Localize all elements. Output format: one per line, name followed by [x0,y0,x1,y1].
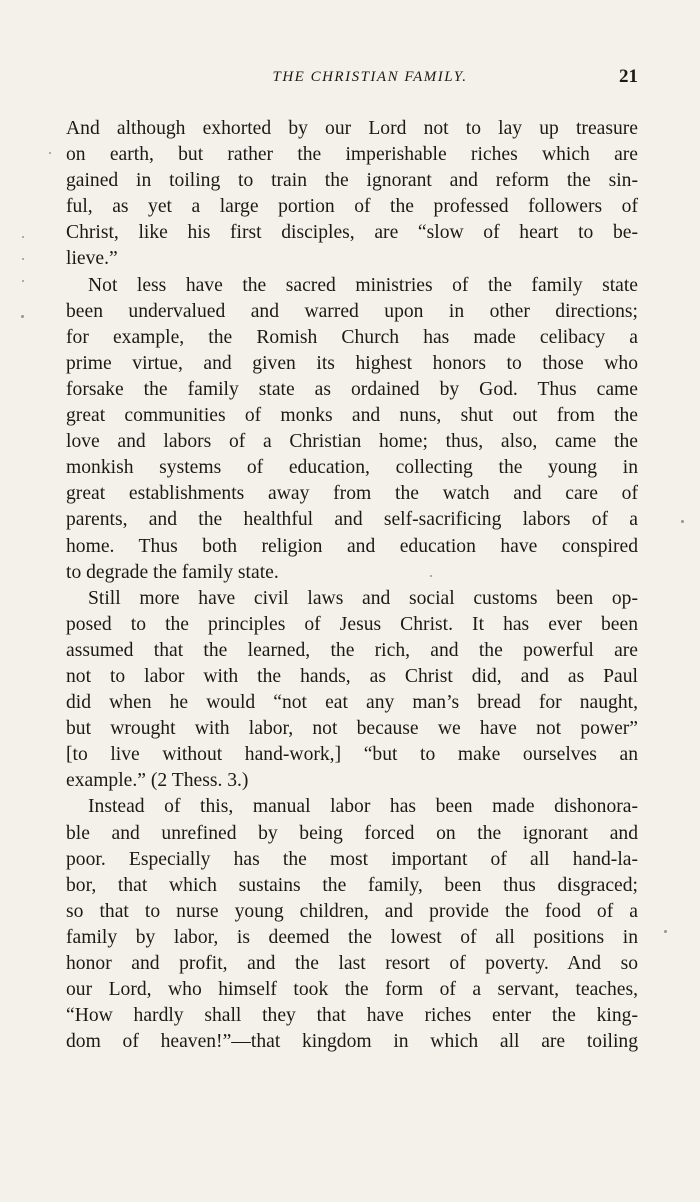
text-line: Still more have civil laws and social customs been op- [88,587,638,609]
text-line: [to live without hand-work,] “but to make ourselves an [66,744,638,766]
page-number: 21 [619,66,638,87]
text-line: And although exhorted by our Lord not to lay up treasure [66,118,638,139]
body-text [66,116,638,1055]
text-line: honor and profit, and the last resort of poverty. And so [66,953,638,974]
text-line: ble and unrefined by being forced on the ignorant and [66,822,638,844]
text-line: but wrought with labor, not because we have not power” [66,718,638,740]
text-line: did when he would “not eat any man’s bread for naught, [66,692,638,714]
text-line: home. Thus both religion and education have conspired [66,535,638,557]
text-line: great communities of monks and nuns, shut out from the [66,405,638,427]
text-line: Not less have the sacred ministries of the family state [88,274,638,296]
text-line: gained in toiling to train the ignorant and reform the sin- [66,170,638,192]
running-head [66,66,638,90]
text-line: prime virtue, and given its highest honors to those who [66,352,638,374]
text-line: poor. Especially has the most important of all hand-la- [66,848,638,870]
text-line: monkish systems of education, collecting the young in [66,457,638,479]
text-line: assumed that the learned, the rich, and the powerful are [66,639,638,661]
text-line: on earth, but rather the imperishable riches which are [66,144,638,166]
text-line: ful, as yet a large portion of the professed followers of [66,196,638,218]
text-line: posed to the principles of Jesus Christ. It has ever been [66,613,638,635]
text-line: dom of heaven!”—that kingdom in which all are toiling [66,1031,638,1053]
text-line: example.” (2 Thess. 3.) [66,770,249,792]
text-line: Instead of this, manual labor has been made dishonora- [88,796,638,818]
text-line: bor, that which sustains the family, been thus disgraced; [66,874,638,896]
text-line: family by labor, is deemed the lowest of all positions in [66,926,638,948]
text-line: not to labor with the hands, as Christ did, and as Paul [66,665,638,687]
text-line: so that to nurse young children, and provide the food of a [66,900,638,922]
text-line: parents, and the healthful and self-sacrificing labors of a [66,509,638,531]
text-line: Christ, like his first disciples, are “slow of heart to be- [66,222,638,244]
text-line: been undervalued and warred upon in other directions; [66,300,638,322]
text-line: for example, the Romish Church has made celibacy a [66,326,638,348]
text-line: forsake the family state as ordained by God. Thus came [66,378,638,400]
text-line: to degrade the family state. [66,561,279,583]
text-line: love and labors of a Christian home; thus, also, came the [66,431,638,453]
text-line: great establishments away from the watch and care of [66,483,638,505]
running-title: THE CHRISTIAN FAMILY. [272,69,468,85]
text-line: our Lord, who himself took the form of a servant, teaches, [66,979,638,1001]
text-line: lieve.” [66,248,118,270]
text-line: “How hardly shall they that have riches enter the king- [66,1005,638,1027]
